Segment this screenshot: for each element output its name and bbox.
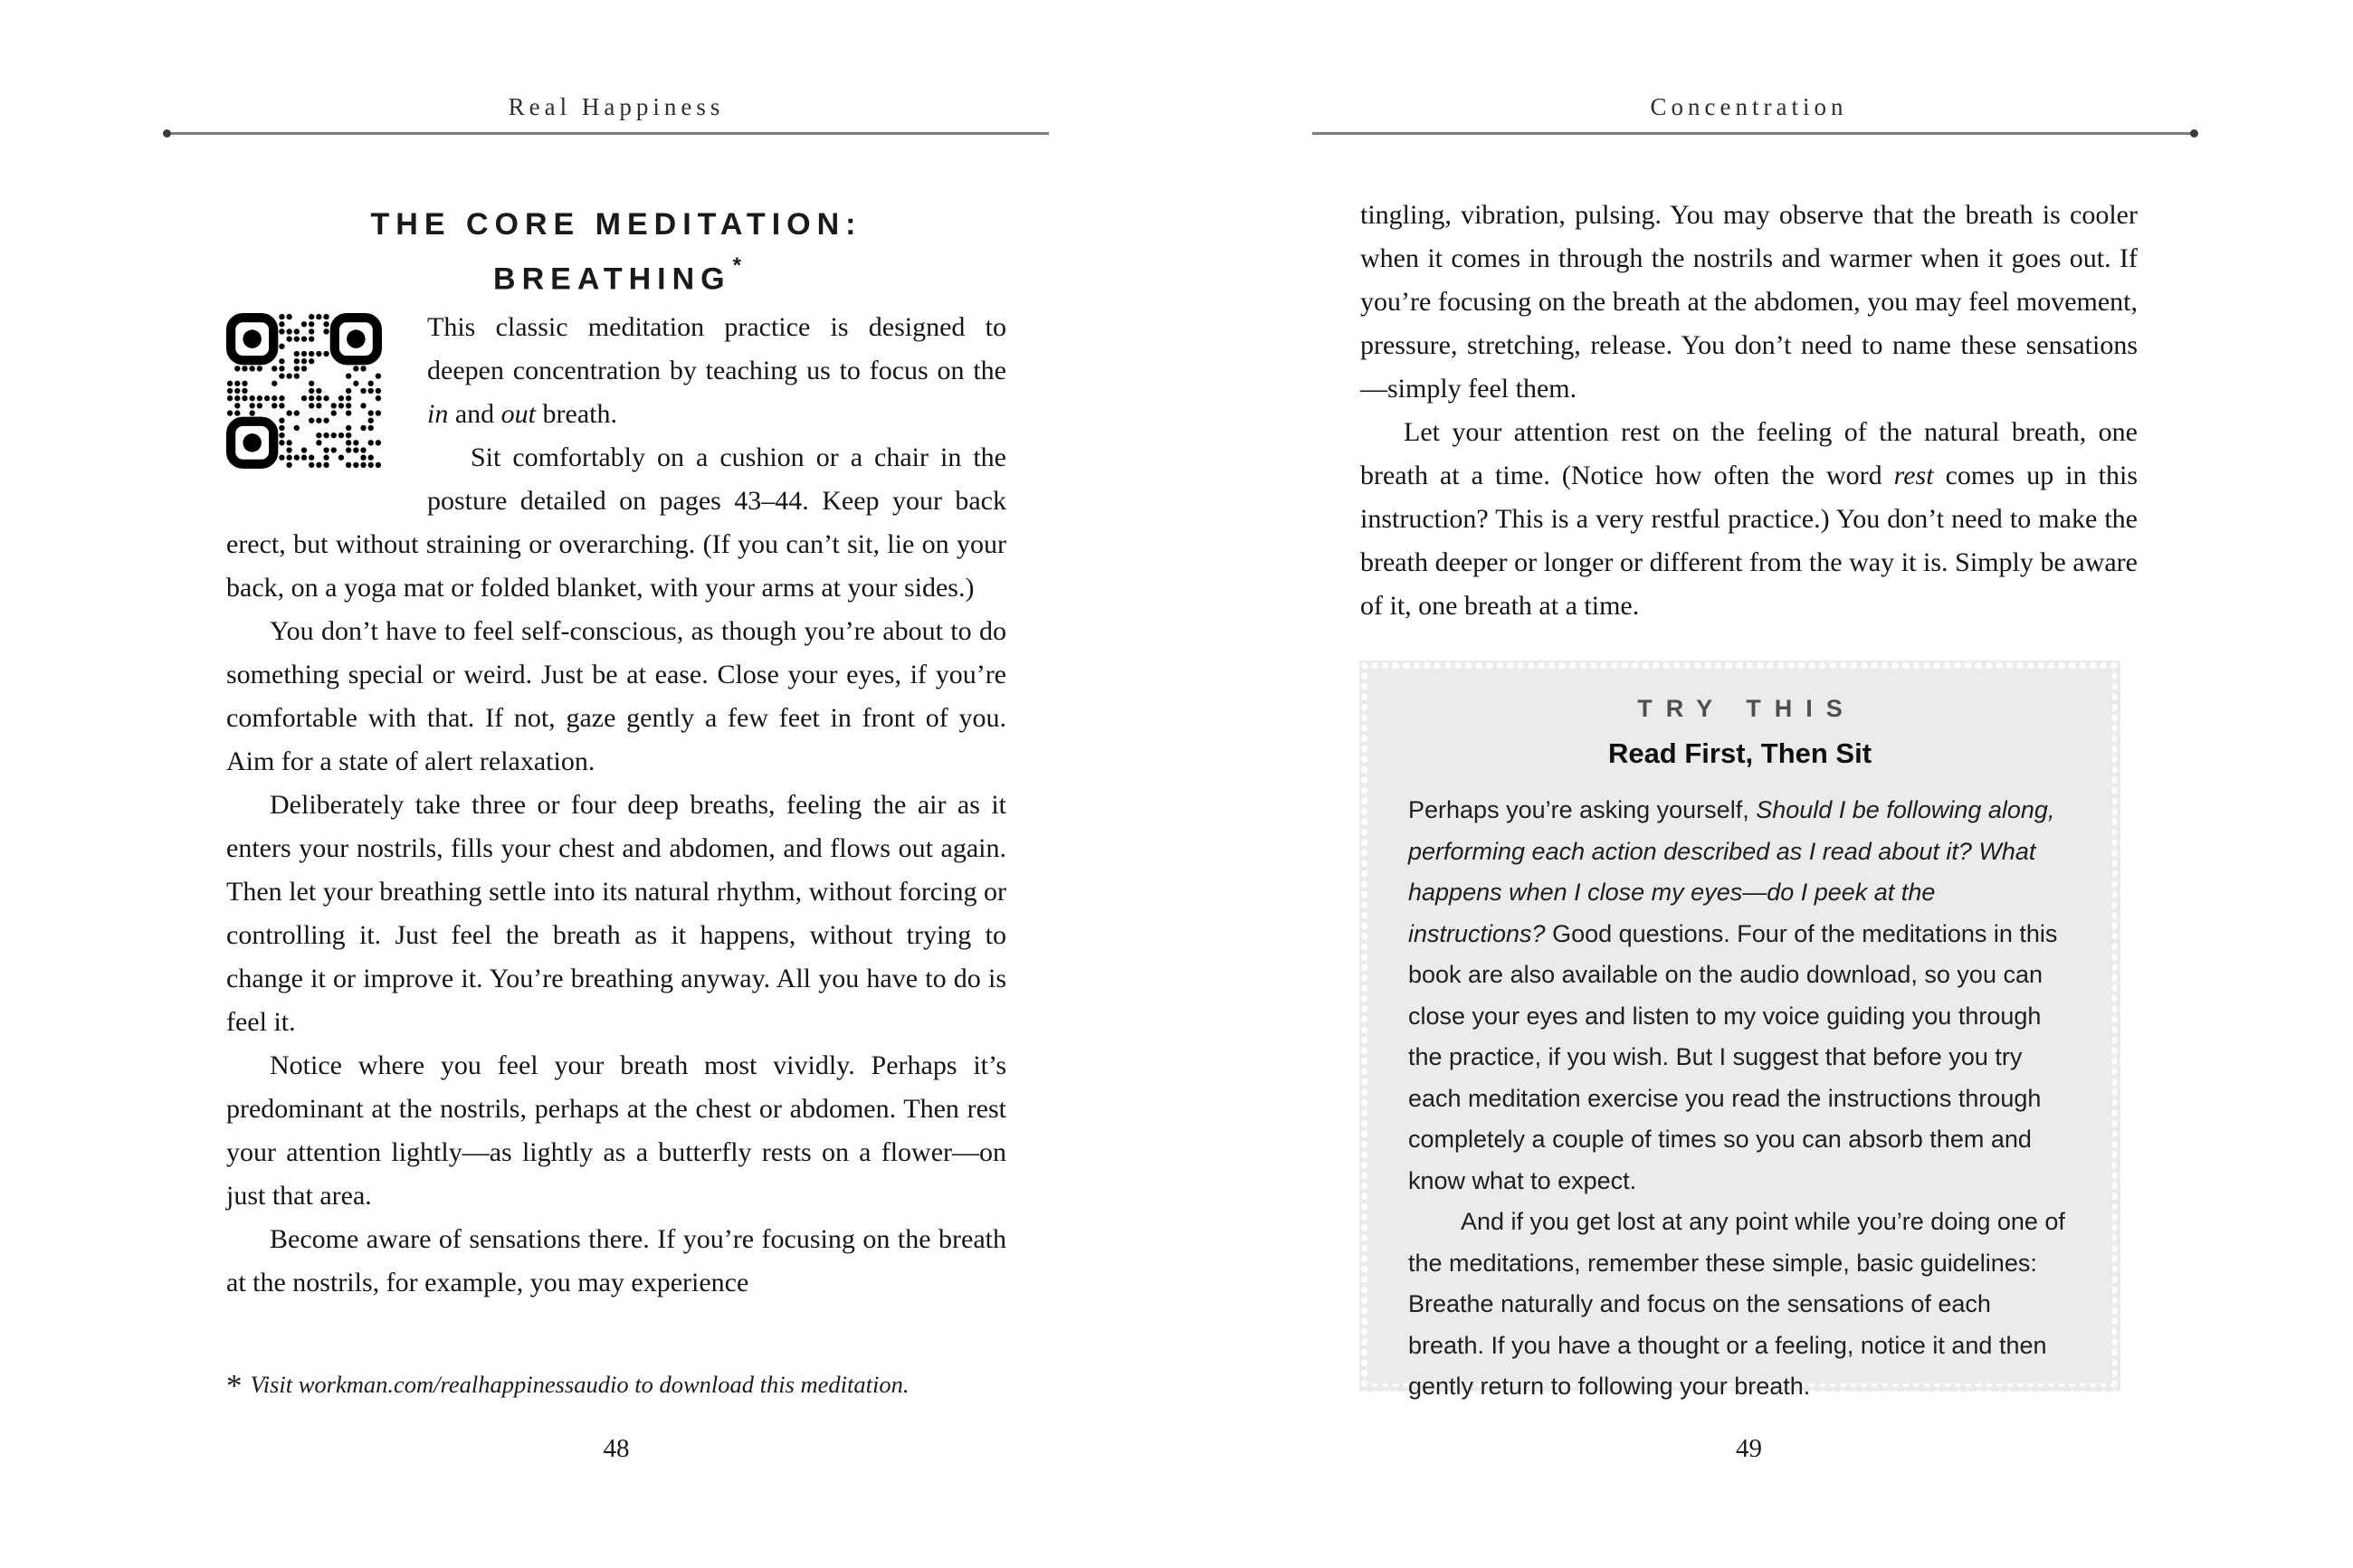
qr-code bbox=[226, 313, 382, 469]
try-this-title: Read First, Then Sit bbox=[1607, 737, 1872, 769]
paragraph: Notice where you feel your breath most vividly. Perhaps it’s predominant at the nostrils, perhaps at the chest or abdomen. Then rest your attention lightly—as lightly as a butterfly rests on a flower—on just that area. bbox=[226, 1050, 1006, 1211]
page-number-left: 48 bbox=[603, 1434, 630, 1463]
try-this-box-content bbox=[1359, 660, 2120, 1408]
footnote bbox=[226, 1364, 1006, 1401]
chapter-title bbox=[226, 201, 1006, 302]
paragraph: Let your attention rest on the feeling of the natural breath, one breath at a time. (Notice how often the word rest comes up in this instruction? This is a very restful practice.) You don’t need to make the breath deeper or longer or different from the way it is. Simply be aware of it, one breath at a time. bbox=[1360, 417, 2138, 621]
running-header-left: Real Happiness bbox=[508, 93, 725, 120]
paragraph: Become aware of sensations there. If you’re focusing on the breath at the nostrils, for example, you may experience bbox=[226, 1224, 1006, 1297]
paragraph: This classic meditation practice is designed to deepen concentration by teaching us to focus on the in and out breath. bbox=[427, 312, 1006, 429]
rule-end-dot bbox=[163, 129, 171, 138]
try-this-box bbox=[1359, 660, 2120, 1400]
running-header-right: Concentration bbox=[1650, 93, 1848, 120]
chapter-title-line2: BREATHING* bbox=[493, 253, 741, 297]
page-number-right: 49 bbox=[1736, 1434, 1762, 1463]
footnote-text: Visit workman.com/realhappinessaudio to download this meditation. bbox=[250, 1371, 910, 1398]
try-this-body bbox=[1408, 790, 2072, 1408]
chapter-title-line1: THE CORE MEDITATION: bbox=[370, 207, 862, 242]
right-page-body bbox=[1360, 194, 2138, 628]
rule-end-dot bbox=[2190, 129, 2198, 138]
paragraph: You don’t have to feel self-conscious, as though you’re about to do something special or weird. Just be at ease. Close your eyes, if you’re comfortable with that. If not, gaze gently a few feet in front of you. Aim for a state of alert relaxation. bbox=[226, 616, 1006, 776]
paragraph: And if you get lost at any point while you’re doing one of the meditations, remember these simple, basic guidelines: Breathe naturally and focus on the sensations of each breath. If you have a thought or a feeling, notice it and then gently return to following your breath. bbox=[1408, 1208, 2065, 1400]
paragraph: Perhaps you’re asking yourself, Should I be following along, performing each action described as I read about it? What happens when I close my eyes—do I peek at the instructions? Good questions. Four of the meditations in this book are also available on the audio download, so you can close your eyes and listen to my voice guiding you through the practice, if you wish. But I suggest that before you try each meditation exercise you read the instructions through completely a couple of times so you can absorb them and know what to expect. bbox=[1408, 796, 2058, 1194]
try-this-label: TRY THIS bbox=[1637, 695, 1856, 722]
title-footnote-marker: * bbox=[732, 253, 741, 278]
header-rule-right bbox=[1312, 132, 2196, 135]
paragraph: tingling, vibration, pulsing. You may observe that the breath is cooler when it comes in through the nostrils and warmer when it goes out. If you’re focusing on the breath at the abdomen, you may feel movement, pressure, stretching, release. You don’t need to name these sensations—simply feel them. bbox=[1360, 200, 2138, 404]
left-page-body bbox=[226, 306, 1006, 1305]
paragraph: Sit comfortably on a cushion or a chair in the posture detailed on pages 43–44. Keep your back erect, but without straining or overarching. (If you can’t sit, lie on your back, on a yoga mat or folded blanket, with your arms at your sides.) bbox=[226, 442, 1006, 603]
footnote-marker: * bbox=[226, 1368, 243, 1403]
header-rule-left bbox=[166, 132, 1049, 135]
paragraph: Deliberately take three or four deep breaths, feeling the air as it enters your nostrils, fills your chest and abdomen, and flows out again. Then let your breathing settle into its natural rhythm, without forcing or controlling it. Just feel the breath as it happens, without trying to change it or improve it. You’re breathing anyway. All you have to do is feel it. bbox=[226, 790, 1006, 1037]
